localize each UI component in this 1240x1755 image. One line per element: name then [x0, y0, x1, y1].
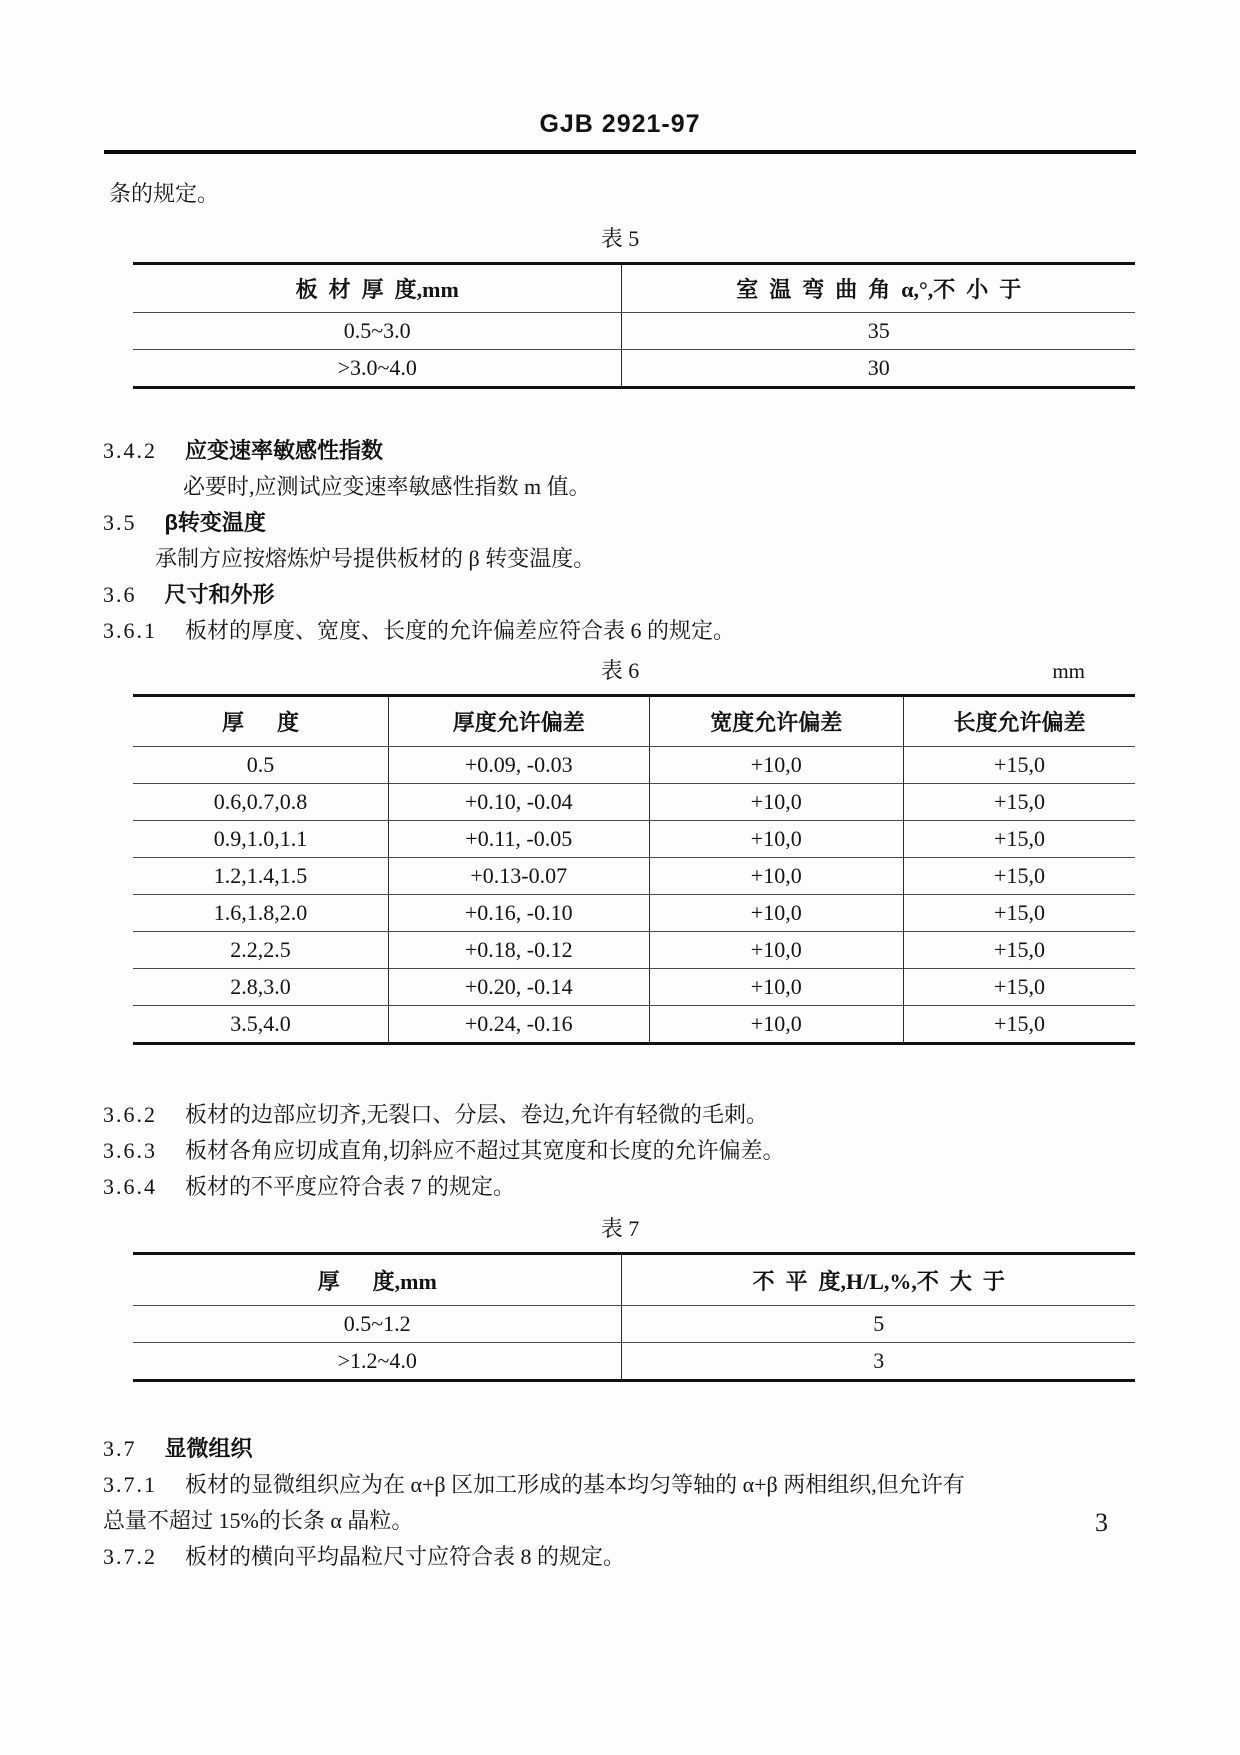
table6-header-thickness: 厚 度: [133, 696, 389, 747]
table6-cell: +0.20, -0.14: [389, 969, 650, 1006]
clause-number: 3.6.4: [103, 1174, 157, 1199]
table6-caption-row: [103, 656, 1137, 686]
table5-cell: 35: [622, 313, 1135, 350]
table6-cell: +15,0: [904, 969, 1135, 1006]
table7-cell: >1.2~4.0: [133, 1343, 622, 1381]
clause-text: 板材各角应切成直角,切斜应不超过其宽度和长度的允许偏差。: [185, 1138, 785, 1163]
table6-cell: +10,0: [649, 1006, 904, 1044]
table-row: [133, 1343, 1135, 1381]
clause-title: 应变速率敏感性指数: [185, 438, 384, 463]
clause-number: 3.6.1: [103, 618, 157, 643]
table5-header-row: [133, 264, 1135, 313]
clause-number: 3.7.1: [103, 1472, 157, 1497]
clause-3-5-heading: [103, 505, 1137, 541]
table6-cell: +10,0: [649, 784, 904, 821]
table7-cell: 3: [622, 1343, 1135, 1381]
header-rule: [104, 150, 1136, 154]
clause-number: 3.6: [103, 582, 137, 607]
table6-cell: +10,0: [649, 747, 904, 784]
clause-number: 3.4.2: [103, 438, 157, 463]
table5-header-thickness: 板 材 厚 度,mm: [133, 264, 622, 313]
clause-3-4-2-body: 必要时,应测试应变速率敏感性指数 m 值。: [183, 474, 591, 499]
table7-cell: 0.5~1.2: [343, 1311, 411, 1336]
clause-3-7-heading: [103, 1431, 1137, 1467]
standard-number: GJB 2921-97: [539, 110, 701, 138]
intro-text: 条的规定。: [109, 181, 220, 206]
page-content: [103, 179, 1137, 1575]
table7-cell: 5: [622, 1306, 1135, 1343]
table6-cell: +10,0: [649, 969, 904, 1006]
table6-cell: +0.09, -0.03: [389, 747, 650, 784]
table6-cell: +10,0: [649, 932, 904, 969]
table6-cell: +15,0: [904, 1006, 1135, 1044]
table-row: [133, 858, 1135, 895]
table-row: [133, 747, 1135, 784]
table6-header-length-tol: 长度允许偏差: [904, 696, 1135, 747]
clause-3-6-3: [103, 1133, 1137, 1169]
table-row: [133, 1306, 1135, 1343]
table6-cell: +0.11, -0.05: [389, 821, 650, 858]
table6-cell: 2.2,2.5: [133, 932, 389, 969]
table-row: [133, 350, 1135, 388]
clause-title: 显微组织: [164, 1436, 253, 1461]
table5-cell: 0.5~3.0: [343, 318, 411, 343]
clause-title: β转变温度: [164, 510, 266, 535]
table6-cell: +15,0: [904, 784, 1135, 821]
table6-cell: +10,0: [649, 858, 904, 895]
page-number: 3: [1095, 1508, 1108, 1537]
table6-header-thickness-tol: 厚度允许偏差: [389, 696, 650, 747]
table6-cell: +0.18, -0.12: [389, 932, 650, 969]
clause-number: 3.6.2: [103, 1102, 157, 1127]
table7-caption: 表 7: [600, 1216, 640, 1241]
table7-header-row: [133, 1254, 1135, 1306]
table5-cell: >3.0~4.0: [133, 350, 622, 388]
table-row: [133, 969, 1135, 1006]
table6-cell: +10,0: [649, 895, 904, 932]
table6-unit: mm: [1052, 659, 1085, 683]
clause-text: 板材的横向平均晶粒尺寸应符合表 8 的规定。: [185, 1544, 626, 1569]
table6-cell: +15,0: [904, 747, 1135, 784]
clause-text: 板材的厚度、宽度、长度的允许偏差应符合表 6 的规定。: [185, 618, 736, 643]
clause-3-7-1-continued: 总量不超过 15%的长条 α 晶粒。: [103, 1508, 414, 1533]
table6-header-row: [133, 696, 1135, 747]
clause-text: 板材的显微组织应为在 α+β 区加工形成的基本均匀等轴的 α+β 两相组织,但允许有: [185, 1472, 965, 1497]
table-row: [133, 932, 1135, 969]
clause-3-5-body: 承制方应按熔炼炉号提供板材的 β 转变温度。: [155, 546, 596, 571]
clause-title: 尺寸和外形: [164, 582, 275, 607]
table6-cell: +15,0: [904, 932, 1135, 969]
table6-cell: +0.24, -0.16: [389, 1006, 650, 1044]
clause-number: 3.7: [103, 1436, 137, 1461]
clause-text: 板材的不平度应符合表 7 的规定。: [185, 1174, 516, 1199]
clause-number: 3.7.2: [103, 1544, 157, 1569]
table6: [133, 694, 1135, 1045]
table6-cell: 3.5,4.0: [133, 1006, 389, 1044]
clause-text: 板材的边部应切齐,无裂口、分层、卷边,允许有轻微的毛刺。: [185, 1102, 769, 1127]
clause-3-6-2: [103, 1097, 1137, 1133]
table6-cell: 0.5: [246, 752, 275, 777]
table6-cell: +15,0: [904, 858, 1135, 895]
table6-cell: +15,0: [904, 821, 1135, 858]
table7-header-flatness: 不 平 度,H/L,%,不 大 于: [622, 1254, 1135, 1306]
clause-3-7-1: [103, 1467, 1137, 1503]
table-row: [133, 895, 1135, 932]
table5-cell: 30: [622, 350, 1135, 388]
table6-cell: +15,0: [904, 895, 1135, 932]
clause-3-6-heading: [103, 577, 1137, 613]
table6-header-width-tol: 宽度允许偏差: [649, 696, 904, 747]
clause-3-7-2: [103, 1539, 1137, 1575]
table6-cell: 2.8,3.0: [133, 969, 389, 1006]
table-row: [133, 1006, 1135, 1044]
table5-header-bend-angle: 室 温 弯 曲 角 α,°,不 小 于: [622, 264, 1135, 313]
table7-header-thickness: 厚 度,mm: [133, 1254, 622, 1306]
table6-cell: +0.16, -0.10: [389, 895, 650, 932]
table5-caption: 表 5: [600, 226, 640, 251]
clause-3-6-4: [103, 1169, 1137, 1205]
table6-cell: 1.2,1.4,1.5: [133, 858, 389, 895]
clause-number: 3.6.3: [103, 1138, 157, 1163]
clause-3-4-2-heading: [103, 433, 1137, 469]
clause-3-6-1: [103, 613, 1137, 649]
table7: [133, 1252, 1135, 1382]
table-row: [133, 313, 1135, 350]
table6-cell: +0.13-0.07: [389, 858, 650, 895]
table-row: [133, 784, 1135, 821]
table6-cell: +0.10, -0.04: [389, 784, 650, 821]
table6-cell: 0.6,0.7,0.8: [133, 784, 389, 821]
table-row: [133, 821, 1135, 858]
table6-cell: 0.9,1.0,1.1: [133, 821, 389, 858]
table5: [133, 262, 1135, 389]
table6-cell: +10,0: [649, 821, 904, 858]
table6-cell: 1.6,1.8,2.0: [133, 895, 389, 932]
clause-number: 3.5: [103, 510, 137, 535]
table6-caption: 表 6: [600, 658, 640, 683]
